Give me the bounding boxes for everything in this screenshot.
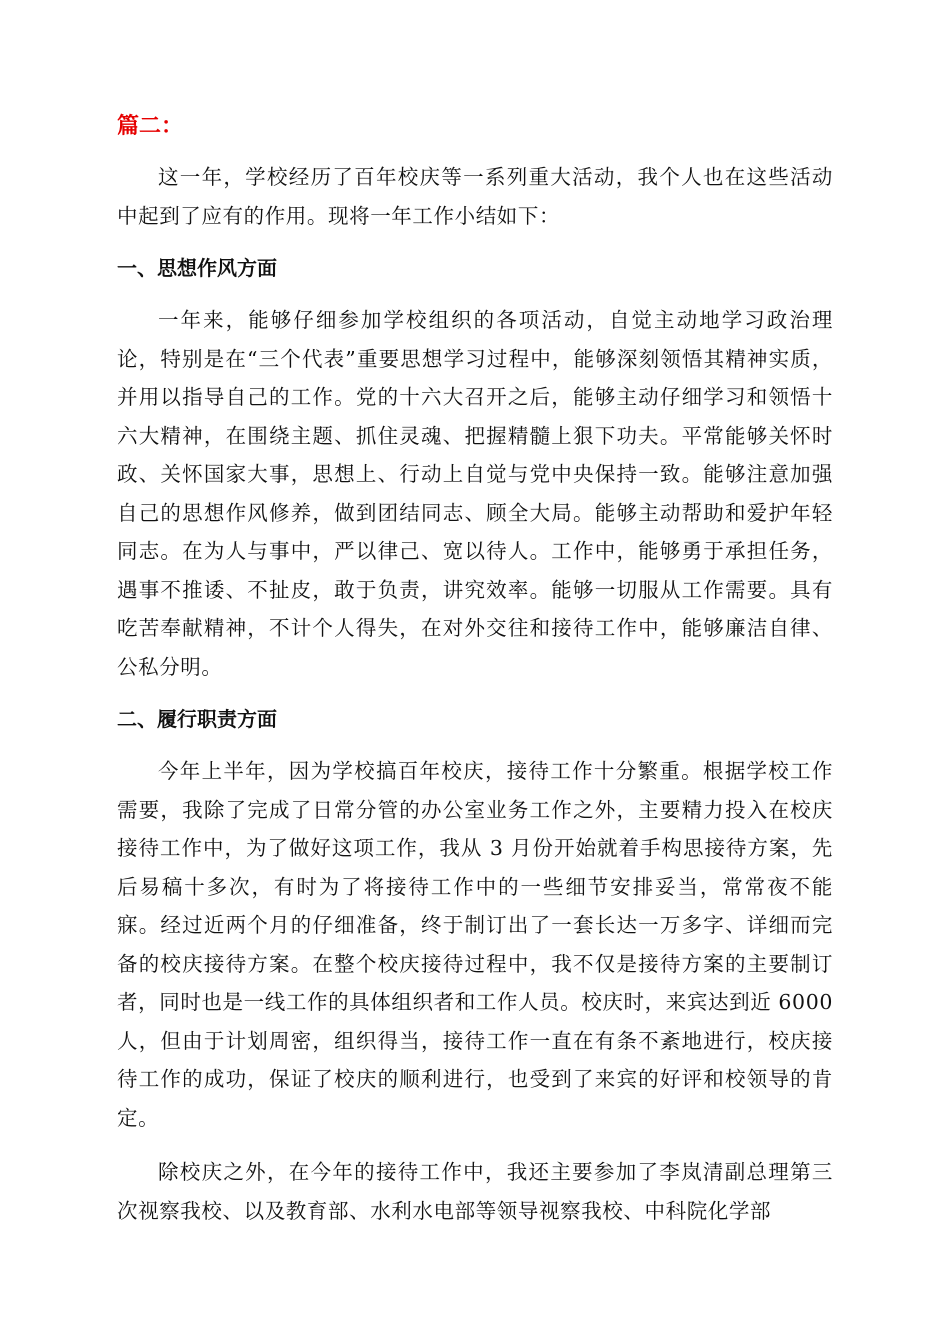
heading-ideology: 一、思想作风方面: [117, 256, 277, 280]
intro-paragraph: 这一年，学校经历了百年校庆等一系列重大活动，我个人也在这些活动中起到了应有的作用。现将一年工作小结如下：: [117, 165, 833, 228]
section-label: 篇二：: [117, 114, 184, 139]
heading-duties: 二、履行职责方面: [117, 707, 277, 731]
paragraph-duties-1: 今年上半年，因为学校搞百年校庆，接待工作十分繁重。根据学校工作需要，我除了完成了日常分管的办公室业务工作之外，主要精力投入在校庆接待工作中，为了做好这项工作，我从 3 月份开始就着手构思接待方案，先后易稿十多次，有时为了将接待工作中的一些细节安排妥当，常常夜不能寐。经过近两个月的仔细准备，终于制订出了一套长达一万多字、详细而完备的校庆接待方案。在整个校庆接待过程中，我不仅是接待方案的主要制订者，同时也是一线工作的具体组织者和工作人员。校庆时，来宾达到近 6000 人，但由于计划周密，组织得当，接待工作一直在有条不紊地进行，校庆接待工作的成功，保证了校庆的顺利进行，也受到了来宾的好评和校领导的肯定。: [117, 759, 833, 1130]
paragraph-duties-2: 除校庆之外，在今年的接待工作中，我还主要参加了李岚清副总理第三次视察我校、以及教育部、水利水电部等领导视察我校、中科院化学部: [117, 1160, 833, 1223]
document-body: [117, 112, 833, 1230]
paragraph-ideology: 一年来，能够仔细参加学校组织的各项活动，自觉主动地学习政治理论，特别是在“三个代表”重要思想学习过程中，能够深刻领悟其精神实质，并用以指导自己的工作。党的十六大召开之后，能够主动仔细学习和领悟十六大精神，在围绕主题、抓住灵魂、把握精髓上狠下功夫。平常能够关怀时政、关怀国家大事，思想上、行动上自觉与党中央保持一致。能够注意加强自己的思想作风修养，做到团结同志、顾全大局。能够主动帮助和爱护年轻同志。在为人与事中，严以律己、宽以待人。工作中，能够勇于承担任务，遇事不推诿、不扯皮，敢于负责，讲究效率。能够一切服从工作需要。具有吃苦奉献精神，不计个人得失，在对外交往和接待工作中，能够廉洁自律、公私分明。: [117, 308, 833, 679]
